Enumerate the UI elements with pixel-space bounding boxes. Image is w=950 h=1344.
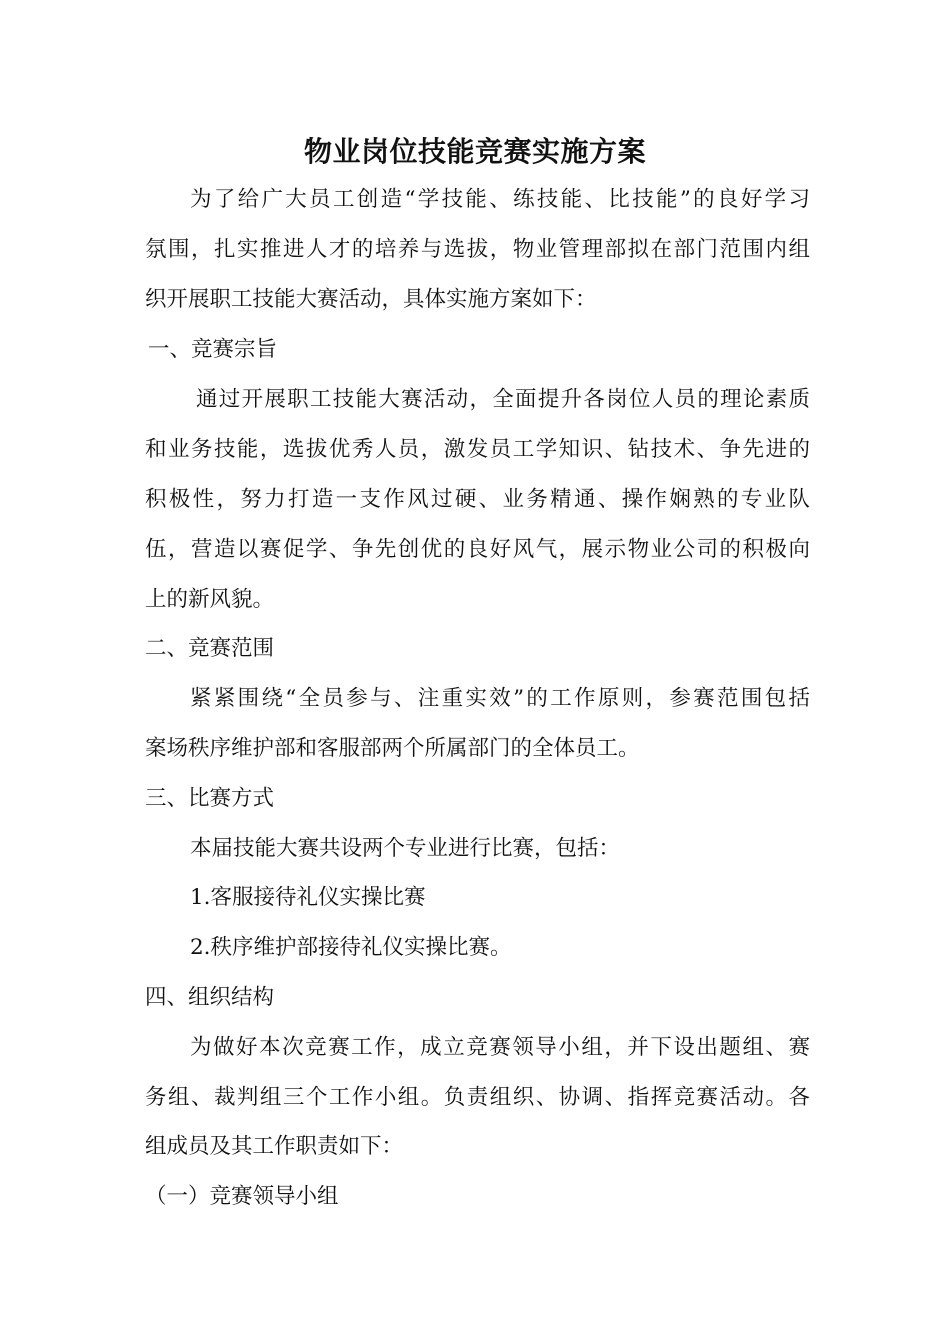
intro-line: 氛围，扎实推进人才的培养与选拔，物业管理部拟在部门范围内组: [145, 237, 810, 262]
paragraph-line: 和业务技能，选拔优秀人员，激发员工学知识、钻技术、争先进的: [145, 437, 810, 462]
section-heading: 二、竞赛范围: [145, 636, 275, 661]
section-heading: 四、组织结构: [145, 985, 275, 1010]
section-heading: 三、比赛方式: [145, 786, 275, 811]
list-item: 2.秩序维护部接待礼仪实操比赛。: [190, 935, 512, 960]
paragraph-line: 本届技能大赛共设两个专业进行比赛，包括：: [190, 836, 621, 861]
paragraph-line: 通过开展职工技能大赛活动，全面提升各岗位人员的理论素质: [196, 387, 810, 412]
document-title: 物业岗位技能竞赛实施方案: [303, 135, 646, 168]
list-item: 1.客服接待礼仪实操比赛: [190, 885, 426, 910]
paragraph-line: 积极性，努力打造一支作风过硬、业务精通、操作娴熟的专业队: [145, 487, 810, 512]
paragraph-line: 伍，营造以赛促学、争先创优的良好风气，展示物业公司的积极向: [145, 537, 810, 562]
intro-line: 织开展职工技能大赛活动，具体实施方案如下：: [145, 287, 597, 312]
paragraph-line: 组成员及其工作职责如下：: [145, 1134, 404, 1159]
paragraph-line: 为做好本次竞赛工作，成立竞赛领导小组，并下设出题组、赛: [190, 1035, 810, 1060]
paragraph-line: 务组、裁判组三个工作小组。负责组织、协调、指挥竞赛活动。各: [145, 1085, 810, 1110]
paragraph-line: 上的新风貌。: [145, 587, 275, 612]
paragraph-line: 紧紧围绕“全员参与、注重实效”的工作原则，参赛范围包括: [190, 686, 810, 711]
subsection-heading: （一）竞赛领导小组: [145, 1184, 339, 1209]
section-heading: 一、竞赛宗旨: [148, 337, 278, 362]
intro-line: 为了给广大员工创造“学技能、练技能、比技能”的良好学习: [190, 187, 810, 212]
paragraph-line: 案场秩序维护部和客服部两个所属部门的全体员工。: [145, 736, 640, 761]
